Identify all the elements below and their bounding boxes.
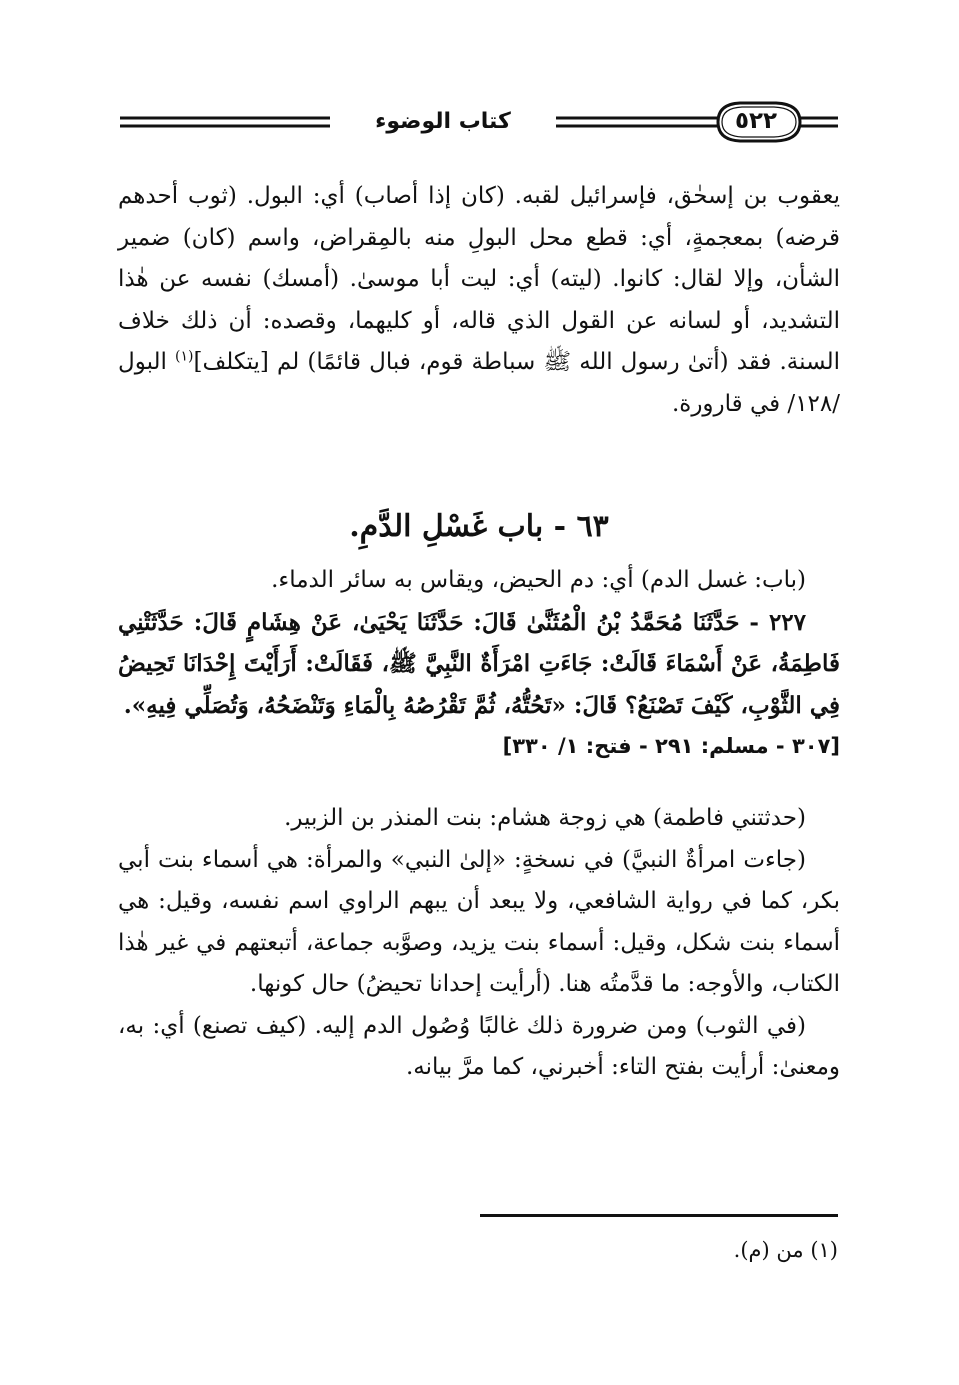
book-title: كتاب الوضوء: [332, 102, 554, 142]
commentary-top: [118, 176, 840, 425]
paragraph: (جاءت امرأةٌ النبيَّ) في نسخةٍ: «إلىٰ النبي» والمرأة: هي أسماء بنت أبي بكر، كما في رواية الشافعي، ولا يبعد أن يبهم الراوي اسم نفسه، وقيل: هي أسماء بنت شكل، وقيل: أسماء بنت يزيد، وصوَّبه جماعة، أتبعتهم في غير هٰذا الكتاب، والأوجه: ما قدَّمتُه هنا. (أرأيت إحدانا تحيضُ) حال كونها.: [118, 846, 840, 997]
hadith-reference: [٣٠٧ - مسلم: ٢٩١ - فتح: ١/ ٣٣٠]: [502, 734, 840, 758]
commentary-bottom: [118, 798, 840, 1089]
footnote-divider: [480, 1214, 838, 1217]
page-number: ٥٢٢: [734, 108, 778, 134]
paragraph: (حدثتني فاطمة) هي زوجة هشام: بنت المنذر بن الزبير.: [284, 805, 806, 831]
footnote-marker: (١): [175, 348, 194, 365]
paragraph: [118, 176, 840, 425]
chapter-heading: ٦٣ - باب غَسْلِ الدَّمِ.: [349, 509, 609, 544]
hadith-text: ٢٢٧ - حَدَّثَنَا مُحَمَّدُ بْنُ الْمُثَنَّىٰ قَالَ: حَدَّثَنَا يَحْيَىٰ، عَنْ هِشَامٍ قَالَ: حَدَّثَتْنِي فَاطِمَةُ، عَنْ أَسْمَاءَ قَالَتْ: جَاءَتِ امْرَأَةٌ النَّبِيَّ ﷺ، فَقَالَتْ: أَرَأَيْتَ إِحْدَانَا تَحِيضُ فِي الثَّوْبِ، كَيْفَ تَصْنَعُ؟ قَالَ: «تَحُتُّهُ، ثُمَّ تَقْرُصُهُ بِالْمَاءِ وَتَنْضَحُهُ، وَتُصَلِّي فِيهِ».: [118, 608, 840, 719]
paragraph-text: يعقوب بن إسحٰق، فإسرائيل لقبه. (كان إذا أصاب) أي: البول. (ثوب أحدهم قرضه) بمعجمةٍ، أي: قطع محل البولِ منه بالمِقراض، واسم (كان) ضمير الشأن، وإلا لقال: كانوا. (ليته) أي: ليت أبا موسىٰ. (أمسك) نفسه عن هٰذا التشديد، أو لسانه عن القول الذي قاله، أو كليهما، وقصده: أن ذلك خلاف السنة. فقد (أتىٰ رسول الله ﷺ سباطة قوم، فبال قائمًا) لم [يتكلف]: [118, 183, 840, 375]
paragraph-tail: البول /١٢٨/ في قارورة.: [118, 349, 840, 417]
footnote: (١) من (م).: [733, 1238, 838, 1262]
paragraph: (في الثوب) ومن ضرورة ذلك غالبًا وُصُول الدم إليه. (كيف تصنع) أي: به، ومعنىٰ: أرأيت بفتح التاء: أخبرني، كما مرَّ بيانه.: [118, 1012, 840, 1080]
running-header: [118, 100, 840, 144]
chapter-explanation: (باب: غسل الدم) أي: دم الحيض، ويقاس به سائر الدماء.: [271, 567, 806, 593]
chapter-body: [118, 560, 840, 768]
